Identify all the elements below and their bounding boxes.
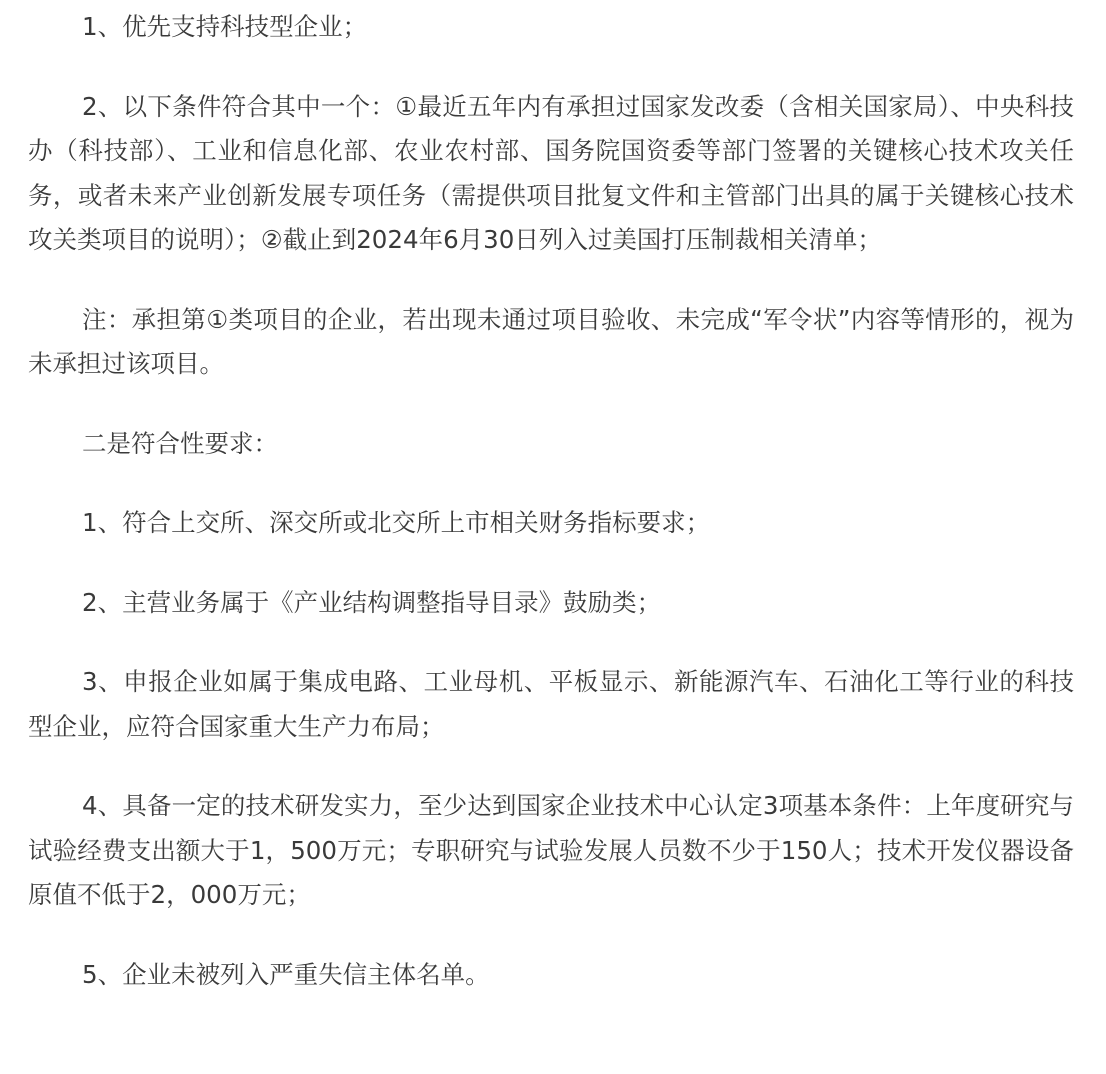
item-main-business: 2、主营业务属于《产业结构调整指导目录》鼓励类； — [82, 587, 662, 617]
item-industry-layout: 3、申报企业如属于集成电路、工业母机、平板显示、新能源汽车、石油化工等行业的科技型企业，应符合国家重大生产力布局； — [28, 667, 1074, 741]
item-credit-status: 5、企业未被列入严重失信主体名单。 — [82, 959, 490, 989]
item-financial-indicators: 1、符合上交所、深交所或北交所上市相关财务指标要求； — [82, 508, 711, 537]
section-heading-compliance: 二是符合性要求： — [82, 428, 278, 458]
item-condition-either: 2、以下条件符合其中一个：①最近五年内有承担过国家发改委（含相关国家局）、中央科技办（科技部）、工业和信息化部、农业农村部、国务院国资委等部门签署的关键核心技术攻关任务，或者未来产业创新发展专项任务（需提供项目批复文件和主管部门出具的属于关键核心技术攻关类项目的说明）；②截止到2024年6月30日列入过美国打压制裁相关清单； — [28, 91, 1074, 254]
item-prioritize-tech-enterprises: 1、优先支持科技型企业； — [82, 12, 368, 41]
note-paragraph: 注：承担第①类项目的企业，若出现未通过项目验收、未完成“军令状”内容等情形的，视为未承担过该项目。 — [28, 304, 1074, 378]
item-rd-capability: 4、具备一定的技术研发实力，至少达到国家企业技术中心认定3项基本条件：上年度研究与试验经费支出额大于1，500万元；专职研究与试验发展人员数不少于150人；技术开发仪器设备原值不低于2，000万元； — [28, 791, 1074, 909]
document-body — [28, 5, 1074, 997]
